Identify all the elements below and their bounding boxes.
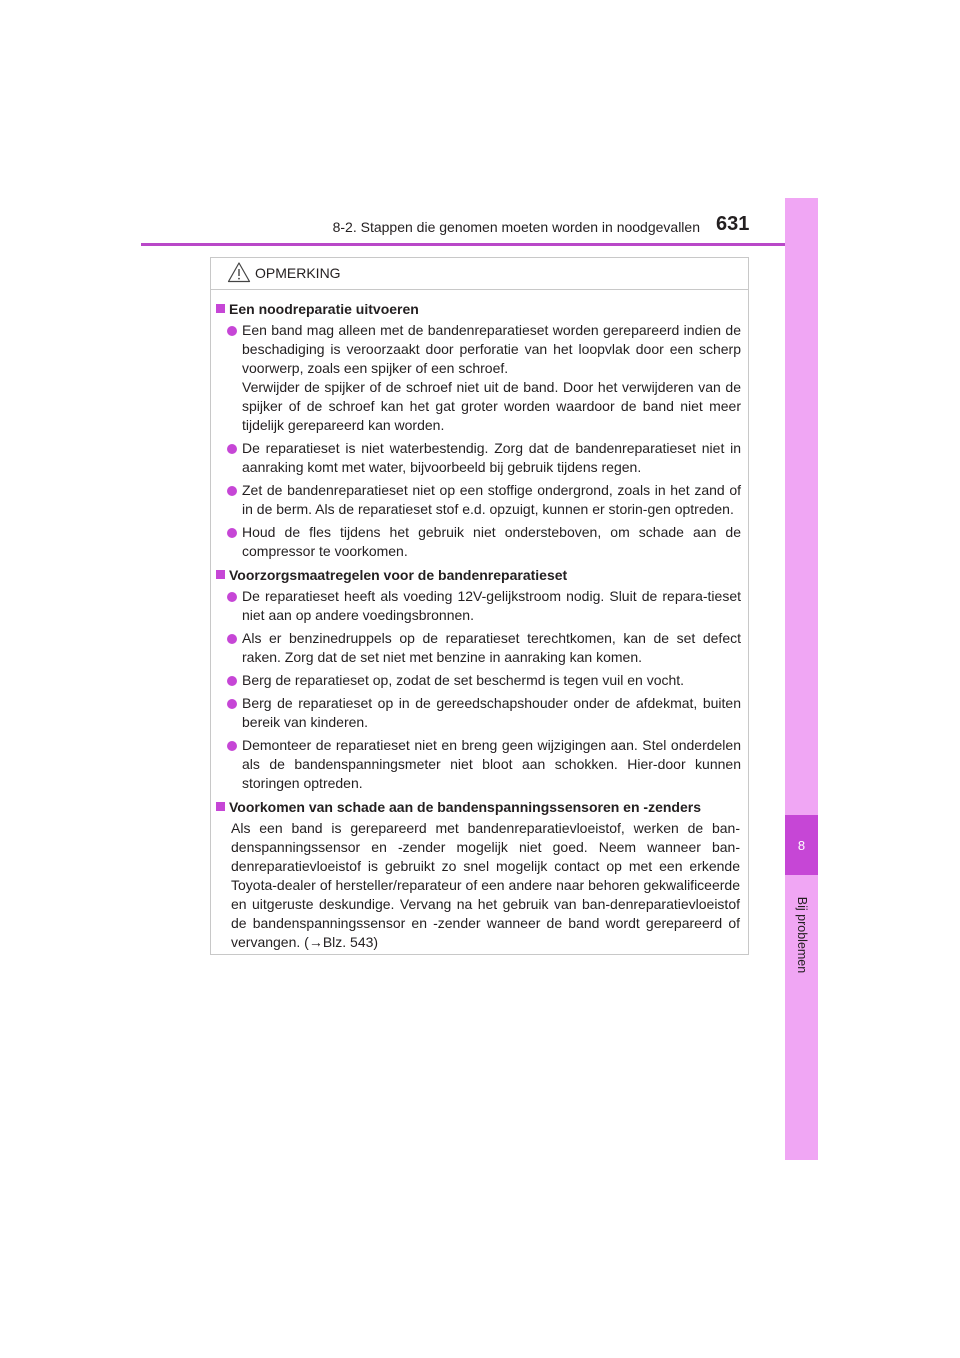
section-heading: Voorzorgsmaatregelen voor de bandenreparatieset	[211, 565, 748, 585]
list-item: Houd de fles tijdens het gebruik niet ondersteboven, om schade aan de compressor te voorkomen.	[211, 523, 748, 561]
chapter-label	[786, 890, 818, 980]
section-heading: Voorkomen van schade aan de bandenspanningssensoren en -zenders	[211, 797, 748, 817]
notice-content	[211, 299, 748, 956]
round-bullet-icon	[227, 486, 237, 496]
list-item: Een band mag alleen met de bandenreparatieset worden gerepareerd indien de beschadiging is veroorzaakt door perforatie van het loopvlak door een scherp voorwerp, zoals een spijker of een schroef. Verwijder de spijker of de schroef niet uit de band. Door het verwijderen van de spijker of de schroef kan het gat groter worden waardoor de band niet meer tijdelijk gerepareerd kan worden.	[211, 321, 748, 435]
list-item: De reparatieset heeft als voeding 12V-gelijkstroom nodig. Sluit de repara-tieset niet aan op andere voedingsbronnen.	[211, 587, 748, 625]
square-bullet-icon	[216, 304, 225, 313]
square-bullet-icon	[216, 570, 225, 579]
list-item: Demonteer de reparatieset niet en breng geen wijzigingen aan. Stel onderdelen als de bandenspanningsmeter niet bloot aan schokken. Hier-door kunnen storingen optreden.	[211, 736, 748, 793]
round-bullet-icon	[227, 326, 237, 336]
header-rule	[141, 243, 818, 246]
round-bullet-icon	[227, 634, 237, 644]
round-bullet-icon	[227, 676, 237, 686]
section-paragraph: Als een band is gerepareerd met bandenreparatievloeistof, werken de ban-denspanningssensor en -zender mogelijk niet goed. Neem wanneer ban-denreparatievloeistof is gebruikt zo snel mogelijk contact op met een erkende Toyota-dealer of hersteller/reparateur of een andere naar behoren gekwalificeerde en uitgeruste deskundige. Vervang na het gebruik van ban-denreparatievloeistof de bandenspanningssensor en -zender wanneer de band wordt gerepareerd of vervangen. (→Blz. 543)	[231, 820, 740, 950]
list-item: De reparatieset is niet waterbestendig. Zorg dat de bandenreparatieset niet in aanraking komt met water, bijvoorbeeld bij gebruik tijdens regen.	[211, 439, 748, 477]
round-bullet-icon	[227, 528, 237, 538]
page-number: 631	[716, 213, 750, 235]
chapter-number: 8	[785, 815, 818, 875]
round-bullet-icon	[227, 444, 237, 454]
round-bullet-icon	[227, 592, 237, 602]
list-item: Als er benzinedruppels op de reparatieset terechtkomen, kan de set defect raken. Zorg dat de set niet met benzine in aanraking kan komen.	[211, 629, 748, 667]
list-item: Berg de reparatieset op in de gereedschapshouder onder de afdekmat, buiten bereik van kinderen.	[211, 694, 748, 732]
round-bullet-icon	[227, 741, 237, 751]
section-header: 8-2. Stappen die genomen moeten worden in noodgevallen	[332, 219, 700, 235]
chapter-side-tab	[785, 198, 818, 1160]
warning-triangle-icon	[227, 261, 251, 283]
square-bullet-icon	[216, 802, 225, 811]
chapter-label-text: Bij problemen	[795, 896, 809, 974]
round-bullet-icon	[227, 699, 237, 709]
notice-box	[210, 257, 749, 955]
notice-title: OPMERKING	[255, 265, 341, 281]
section-heading: Een noodreparatie uitvoeren	[211, 299, 748, 319]
notice-header	[211, 258, 748, 290]
list-item: Zet de bandenreparatieset niet op een stoffige ondergrond, zoals in het zand of in de berm. Als de reparatieset stof e.d. opzuigt, kunnen er storin-gen optreden.	[211, 481, 748, 519]
list-item: Berg de reparatieset op, zodat de set beschermd is tegen vuil en vocht.	[211, 671, 748, 690]
